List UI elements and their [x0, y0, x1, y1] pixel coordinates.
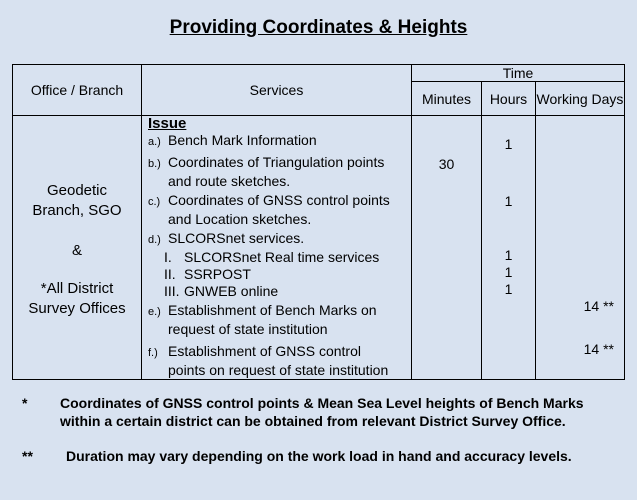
service-d1-text: SLCORSnet Real time services: [184, 249, 380, 265]
service-d3-num: III.: [164, 283, 180, 299]
service-b: [148, 154, 411, 173]
service-d3-text: GNWEB online: [184, 283, 279, 299]
hours-cell: [482, 116, 536, 380]
days-value-f: 14 **: [583, 341, 614, 357]
footnote-2-mark: **: [22, 448, 33, 464]
minutes-value-b: 30: [438, 156, 455, 172]
office-line-all-district: *All District: [40, 279, 114, 297]
service-b-text-2: and route sketches.: [168, 173, 291, 189]
service-e-label: e.): [148, 306, 161, 318]
header-hours: Hours: [482, 82, 536, 116]
service-d2-num: II.: [164, 266, 176, 282]
header-working-days: Working Days: [536, 82, 625, 116]
service-a: [148, 132, 411, 151]
hours-value-d3: 1: [504, 281, 513, 297]
service-c-label: c.): [148, 196, 161, 208]
service-a-label: a.): [148, 136, 161, 148]
footnote-1: [22, 395, 584, 411]
service-f-label: f.): [148, 347, 158, 359]
service-b-label: b.): [148, 158, 161, 170]
office-cell: [13, 116, 142, 380]
service-d: [148, 230, 411, 249]
service-d1-num: I.: [164, 249, 172, 265]
service-c-text-1: Coordinates of GNSS control points: [168, 192, 390, 208]
service-e-text-2: request of state institution: [168, 321, 328, 337]
hours-value-a: 1: [504, 136, 513, 152]
footnote-2-text: Duration may vary depending on the work load in hand and accuracy levels.: [66, 448, 572, 464]
service-a-text: Bench Mark Information: [168, 132, 317, 148]
office-line-survey-offices: Survey Offices: [28, 299, 126, 317]
services-cell: [142, 116, 412, 380]
header-time: Time: [412, 65, 625, 82]
service-c: [148, 192, 411, 211]
services-table: [12, 64, 625, 380]
header-minutes: Minutes: [412, 82, 482, 116]
service-c-text-2: and Location sketches.: [168, 211, 312, 227]
footnote-1-line-2: within a certain district can be obtained from relevant District Survey Office.: [60, 413, 566, 429]
service-d-label: d.): [148, 234, 161, 246]
minutes-cell: [412, 116, 482, 380]
header-services: Services: [142, 65, 412, 116]
office-ampersand: &: [71, 241, 82, 259]
office-line-branch: Branch, SGO: [32, 201, 122, 219]
hours-value-c: 1: [504, 193, 513, 209]
service-d2-text: SSRPOST: [184, 266, 251, 282]
footnote-2: [22, 448, 572, 464]
footnote-1-mark: *: [22, 395, 28, 411]
office-line-geodetic: Geodetic: [46, 181, 108, 199]
working-days-cell: [536, 116, 625, 380]
service-d2: [148, 266, 411, 283]
service-d1: [148, 249, 411, 266]
service-f: [148, 343, 411, 362]
service-f-text-1: Establishment of GNSS control: [168, 343, 361, 359]
header-office: Office / Branch: [13, 65, 142, 116]
service-e: [148, 302, 411, 321]
service-f-text-2: points on request of state institution: [168, 362, 389, 378]
footnote-1-line-1: Coordinates of GNSS control points & Mean Sea Level heights of Bench Marks: [60, 395, 584, 411]
service-d3: [148, 283, 411, 300]
service-d-text: SLCORSnet services.: [168, 230, 305, 246]
service-b-text-1: Coordinates of Triangulation points: [168, 154, 385, 170]
page-title: Providing Coordinates & Heights: [169, 17, 468, 38]
issue-heading: Issue: [148, 115, 187, 132]
days-value-e: 14 **: [583, 298, 614, 314]
hours-value-d1: 1: [504, 247, 513, 263]
service-e-text-1: Establishment of Bench Marks on: [168, 302, 377, 318]
hours-value-d2: 1: [504, 264, 513, 280]
